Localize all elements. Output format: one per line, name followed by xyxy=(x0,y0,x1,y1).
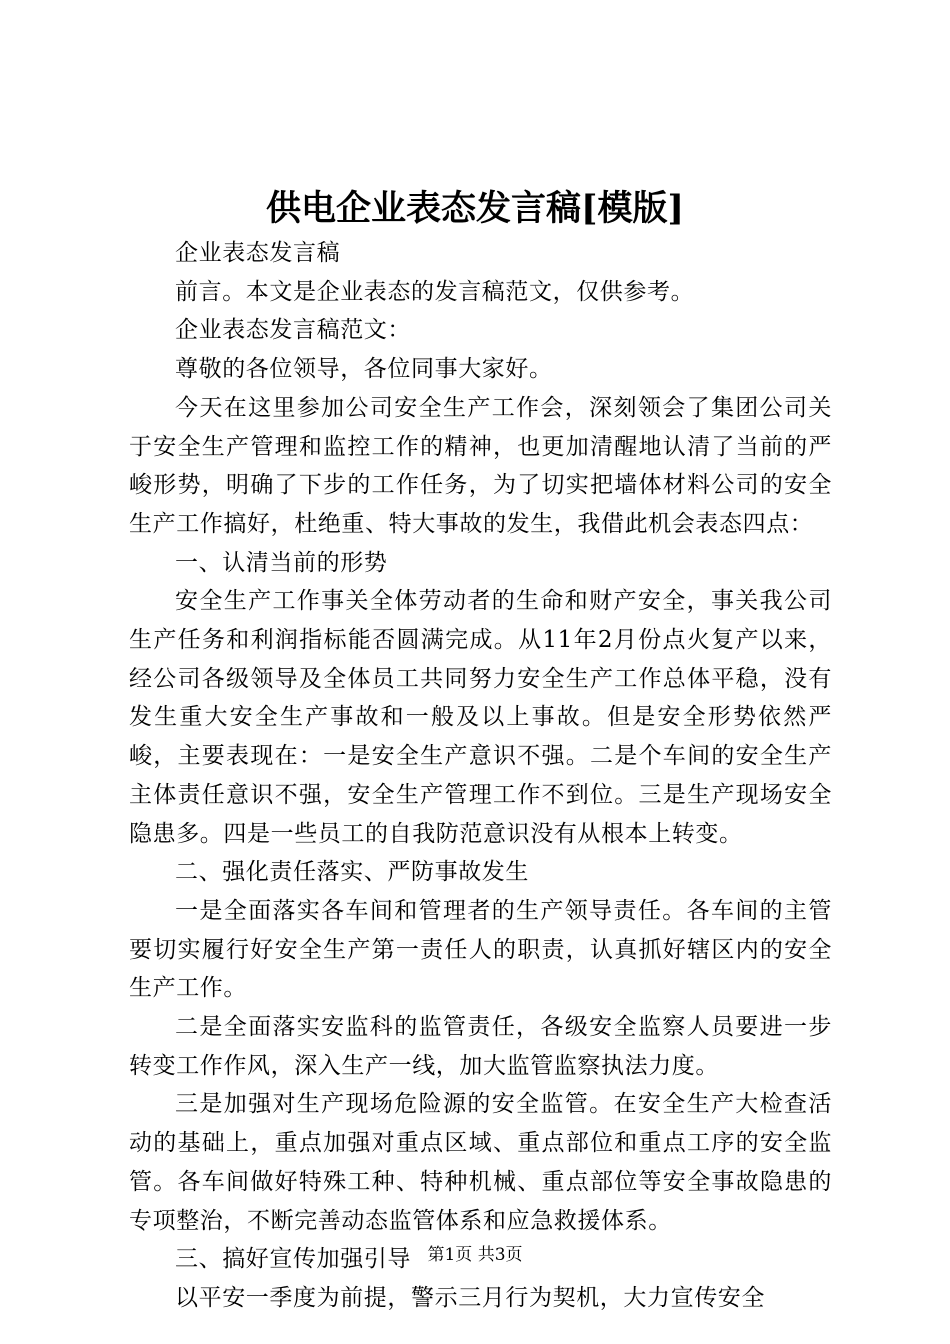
paragraph-responsibility-1: 一是全面落实各车间和管理者的生产领导责任。各车间的主管要切实履行好安全生产第一责任人的职责，认真抓好辖区内的安全生产工作。 xyxy=(129,897,832,1002)
section-heading-1: 一、认清当前的形势 xyxy=(175,549,388,576)
paragraph-introduction: 今天在这里参加公司安全生产工作会，深刻领会了集团公司关于安全生产管理和监控工作的精神，也更加清醒地认清了当前的严峻形势，明确了下步的工作任务，为了切实把墙体材料公司的安全生产工作搞好，杜绝重、特大事故的发生，我借此机会表态四点： xyxy=(129,394,832,537)
paragraph-responsibility-3: 三是加强对生产现场危险源的安全监管。在安全生产大检查活动的基础上，重点加强对重点区域、重点部位和重点工序的安全监管。各车间做好特殊工种、特种机械、重点部位等安全事故隐患的专项整治，不断完善动态监管体系和应急救援体系。 xyxy=(129,1091,832,1234)
paragraph-greeting: 尊敬的各位领导，各位同事大家好。 xyxy=(175,356,553,383)
paragraph-situation: 安全生产工作事关全体劳动者的生命和财产安全，事关我公司生产任务和利润指标能否圆满完成。从11年2月份点火复产以来，经公司各级领导及全体员工共同努力安全生产工作总体平稳，没有发生重大安全生产事故和一般及以上事故。但是安全形势依然严峻，主要表现在：一是安全生产意识不强。二是个车间的安全生产主体责任意识不强，安全生产管理工作不到位。三是生产现场安全隐患多。四是一些员工的自我防范意识没有从根本上转变。 xyxy=(129,588,832,847)
paragraph-publicity: 以平安一季度为前提，警示三月行为契机，大力宣传安全 xyxy=(175,1284,765,1311)
paragraph-responsibility-2: 二是全面落实安监科的监管责任，各级安全监察人员要进一步转变工作作风，深入生产一线，加大监管监察执法力度。 xyxy=(129,1014,832,1079)
paragraph-heading-text: 企业表态发言稿 xyxy=(175,240,341,266)
document-title: 供电企业表态发言稿[模版] xyxy=(265,188,685,229)
section-heading-3: 三、搞好宣传加强引导 xyxy=(175,1246,411,1273)
page-footer: 第1页 共3页 xyxy=(427,1245,523,1265)
paragraph-sample-label: 企业表态发言稿范文： xyxy=(175,317,411,344)
document-body xyxy=(129,234,832,1318)
paragraph-preface: 前言。本文是企业表态的发言稿范文，仅供参考。 xyxy=(175,278,695,305)
section-heading-2: 二、强化责任落实、严防事故发生 xyxy=(175,859,529,886)
